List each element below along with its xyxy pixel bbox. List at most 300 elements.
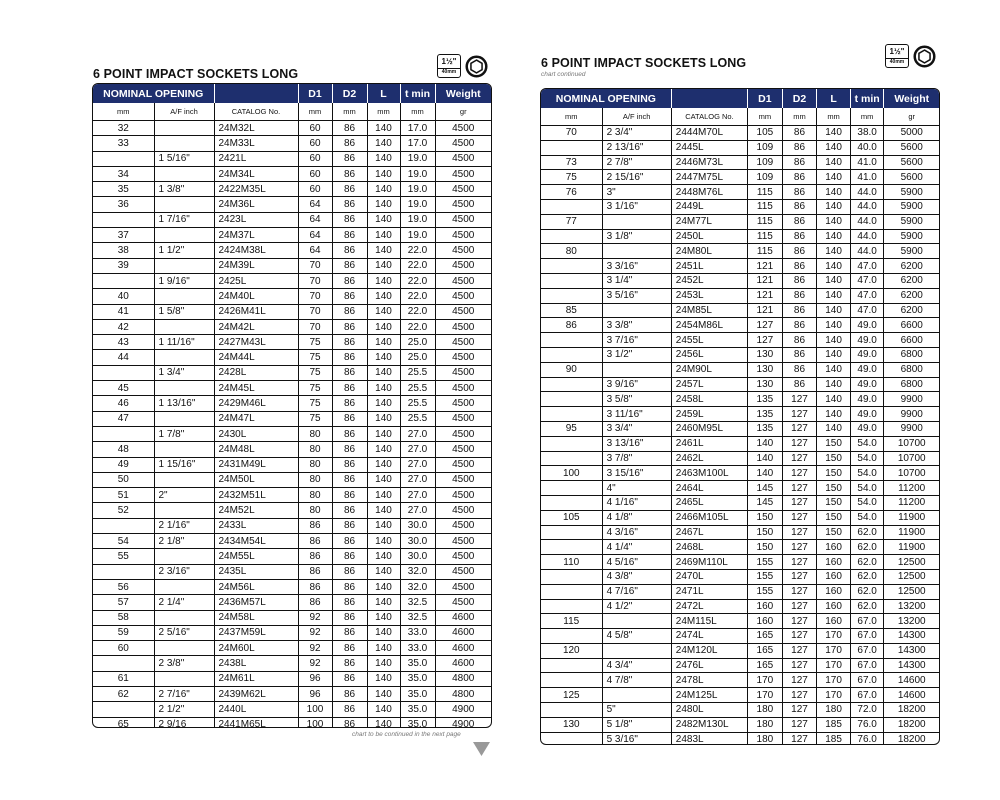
cell-t-min: 19.0 [400,151,435,166]
table-row [93,289,491,304]
cell-length: 160 [817,569,851,584]
cell-catalog-no: 2441M65L [214,717,298,728]
cell-d1: 165 [748,643,783,658]
cell-d1: 75 [298,350,332,365]
cell-t-min: 47.0 [850,259,884,274]
cell-length: 140 [367,641,400,656]
cell-d1: 135 [748,421,783,436]
cell-mm: 40 [93,289,154,304]
cell-af-inch: 5" [602,703,671,718]
unit-row [93,103,491,121]
cell-length: 140 [817,421,851,436]
cell-d2: 86 [332,702,367,717]
cell-catalog-no: 2457L [671,377,747,392]
cell-mm [93,365,154,380]
cell-d1: 105 [748,126,783,141]
cell-d2: 86 [332,564,367,579]
cell-mm [541,540,602,555]
cell-weight: 4500 [435,595,491,610]
cell-t-min: 27.0 [400,457,435,472]
cell-weight: 5600 [884,140,939,155]
header-nominal-opening: NOMINAL OPENING [541,89,671,108]
cell-mm: 100 [541,466,602,481]
cell-weight: 5900 [884,244,939,259]
cell-mm: 60 [93,641,154,656]
cell-weight: 4500 [435,579,491,594]
unit-cell: A/F inch [154,103,214,121]
cell-catalog-no: 2452L [671,273,747,288]
cell-length: 140 [817,155,851,170]
cell-catalog-no: 2432M51L [214,488,298,503]
cell-af-inch [602,688,671,703]
cell-length: 160 [817,584,851,599]
drive-size-label: 1½" [889,47,905,56]
cell-af-inch: 2 3/16" [154,564,214,579]
table-row [93,686,491,701]
table-row [541,229,939,244]
cell-length: 150 [817,525,851,540]
cell-length: 140 [367,610,400,625]
table-row [541,495,939,510]
drive-size-badge [885,44,937,70]
cell-t-min: 62.0 [850,569,884,584]
cell-catalog-no: 24M36L [214,197,298,212]
cell-length: 140 [817,377,851,392]
cell-weight: 4500 [435,335,491,350]
unit-cell: mm [298,103,332,121]
table-row [541,185,939,200]
cell-length: 140 [367,273,400,288]
cell-weight: 4500 [435,350,491,365]
cell-af-inch: 5 3/16" [602,732,671,745]
cell-t-min: 19.0 [400,212,435,227]
cell-d2: 86 [332,610,367,625]
cell-catalog-no: 2444M70L [671,126,747,141]
cell-catalog-no: 2450L [671,229,747,244]
cell-length: 140 [367,472,400,487]
cell-catalog-no: 2436M57L [214,595,298,610]
cell-mm: 62 [93,686,154,701]
cell-d1: 109 [748,140,783,155]
cell-weight: 4500 [435,365,491,380]
cell-d1: 121 [748,288,783,303]
cell-length: 140 [817,392,851,407]
cell-mm [541,584,602,599]
cell-mm [541,229,602,244]
cell-length: 160 [817,540,851,555]
cell-catalog-no: 24M47L [214,411,298,426]
cell-d2: 86 [332,136,367,151]
cell-catalog-no: 24M58L [214,610,298,625]
cell-t-min: 38.0 [850,126,884,141]
cell-d1: 75 [298,396,332,411]
cell-t-min: 33.0 [400,625,435,640]
cell-d1: 130 [748,377,783,392]
cell-af-inch: 3" [602,185,671,200]
cell-length: 150 [817,510,851,525]
table-row [541,717,939,732]
cell-length: 185 [817,717,851,732]
cell-t-min: 25.5 [400,411,435,426]
cell-mm: 39 [93,258,154,273]
cell-t-min: 49.0 [850,318,884,333]
cell-length: 140 [367,579,400,594]
table-row [93,319,491,334]
cell-d2: 86 [782,347,817,362]
cell-weight: 18200 [884,703,939,718]
cell-catalog-no: 2424M38L [214,243,298,258]
cell-mm [541,629,602,644]
table-row [93,350,491,365]
cell-mm [541,347,602,362]
cell-af-inch: 5 1/8" [602,717,671,732]
table-row [93,151,491,166]
cell-catalog-no: 2472L [671,599,747,614]
cell-mm: 115 [541,614,602,629]
cell-d1: 64 [298,243,332,258]
cell-mm: 52 [93,503,154,518]
cell-length: 140 [817,318,851,333]
cell-weight: 5900 [884,229,939,244]
table-row [93,564,491,579]
cell-af-inch: 2 9/16 [154,717,214,728]
cell-af-inch: 1 3/4" [154,365,214,380]
cell-length: 140 [367,442,400,457]
cell-af-inch: 1 1/2" [154,243,214,258]
cell-d2: 86 [332,289,367,304]
cell-length: 140 [367,304,400,319]
table-row [541,481,939,496]
table-body [541,126,939,746]
cell-t-min: 25.5 [400,365,435,380]
cell-d1: 86 [298,518,332,533]
cell-af-inch [154,641,214,656]
header-t-min: t min [400,84,435,103]
table-row [541,451,939,466]
cell-d1: 145 [748,481,783,496]
cell-t-min: 17.0 [400,121,435,136]
cell-d1: 150 [748,510,783,525]
cell-weight: 6600 [884,318,939,333]
cell-d2: 86 [332,365,367,380]
cell-mm: 35 [93,182,154,197]
cell-weight: 14300 [884,643,939,658]
cell-d2: 86 [332,442,367,457]
cell-length: 140 [367,595,400,610]
cell-weight: 6800 [884,377,939,392]
cell-mm: 61 [93,671,154,686]
cell-t-min: 49.0 [850,333,884,348]
cell-catalog-no: 24M60L [214,641,298,656]
cell-d2: 127 [782,407,817,422]
cell-weight: 14600 [884,688,939,703]
cell-weight: 4500 [435,534,491,549]
cell-t-min: 22.0 [400,289,435,304]
table-row [541,569,939,584]
cell-mm [541,658,602,673]
cell-t-min: 49.0 [850,392,884,407]
unit-cell: mm [541,108,602,126]
cell-d2: 86 [332,243,367,258]
cell-weight: 4500 [435,396,491,411]
cell-weight: 4500 [435,212,491,227]
cell-d2: 86 [332,304,367,319]
cell-d2: 86 [332,472,367,487]
cell-catalog-no: 24M37L [214,228,298,243]
cell-af-inch: 4 1/16" [602,495,671,510]
cell-d1: 86 [298,564,332,579]
cell-d2: 86 [332,151,367,166]
cell-t-min: 27.0 [400,442,435,457]
cell-d1: 70 [298,304,332,319]
cell-t-min: 44.0 [850,229,884,244]
cell-weight: 4500 [435,381,491,396]
cell-af-inch [154,319,214,334]
header-d1: D1 [298,84,332,103]
header-d2: D2 [332,84,367,103]
cell-weight: 4500 [435,304,491,319]
cell-catalog-no: 2463M100L [671,466,747,481]
unit-cell: gr [884,108,939,126]
cell-d2: 127 [782,703,817,718]
cell-t-min: 47.0 [850,303,884,318]
cell-d1: 96 [298,686,332,701]
cell-af-inch: 2 1/4" [154,595,214,610]
cell-d1: 70 [298,289,332,304]
cell-mm [541,599,602,614]
cell-weight: 4500 [435,549,491,564]
cell-mm [541,199,602,214]
cell-t-min: 30.0 [400,534,435,549]
cell-length: 140 [367,212,400,227]
cell-d2: 86 [332,350,367,365]
header-length: L [817,89,851,108]
cell-d2: 86 [332,503,367,518]
cell-af-inch: 2 3/8" [154,656,214,671]
table-row [93,304,491,319]
cell-length: 140 [817,229,851,244]
table-row [541,658,939,673]
cell-af-inch [154,579,214,594]
cell-af-inch [154,228,214,243]
cell-length: 185 [817,732,851,745]
cell-d2: 86 [332,212,367,227]
cell-catalog-no: 2476L [671,658,747,673]
cell-t-min: 27.0 [400,472,435,487]
cell-mm [541,451,602,466]
cell-weight: 5900 [884,214,939,229]
cell-d1: 140 [748,466,783,481]
table-row [541,525,939,540]
cell-d1: 180 [748,717,783,732]
cell-af-inch: 2 15/16" [602,170,671,185]
cell-af-inch: 1 5/16" [154,151,214,166]
cell-weight: 5600 [884,155,939,170]
cell-length: 160 [817,555,851,570]
cell-d1: 127 [748,333,783,348]
cell-catalog-no: 24M52L [214,503,298,518]
cell-d1: 60 [298,182,332,197]
cell-d1: 86 [298,595,332,610]
cell-mm: 130 [541,717,602,732]
table-row [93,702,491,717]
cell-mm [93,273,154,288]
cell-catalog-no: 24M90L [671,362,747,377]
cell-d2: 86 [782,126,817,141]
unit-cell: mm [782,108,817,126]
cell-mm [541,481,602,496]
cell-d2: 86 [332,671,367,686]
cell-d1: 115 [748,244,783,259]
cell-weight: 4900 [435,702,491,717]
cell-catalog-no: 24M42L [214,319,298,334]
cell-af-inch: 3 1/8" [602,229,671,244]
cell-catalog-no: 2465L [671,495,747,510]
cell-t-min: 19.0 [400,197,435,212]
cell-t-min: 32.5 [400,610,435,625]
cell-mm [541,377,602,392]
cell-mm [541,140,602,155]
cell-mm [541,407,602,422]
cell-weight: 5900 [884,199,939,214]
cell-d1: 180 [748,732,783,745]
cell-weight: 4500 [435,518,491,533]
cell-weight: 4500 [435,472,491,487]
cell-d2: 127 [782,643,817,658]
cell-d2: 86 [782,362,817,377]
cell-catalog-no: 2469M110L [671,555,747,570]
cell-weight: 10700 [884,436,939,451]
cell-weight: 5900 [884,185,939,200]
cell-catalog-no: 2438L [214,656,298,671]
cell-catalog-no: 24M80L [671,244,747,259]
hex-socket-icon [913,45,936,68]
cell-weight: 14600 [884,673,939,688]
cell-af-inch [602,303,671,318]
cell-t-min: 47.0 [850,288,884,303]
cell-weight: 4500 [435,426,491,441]
cell-weight: 11900 [884,540,939,555]
drive-mm-label: 40mm [438,68,460,76]
cell-weight: 6800 [884,362,939,377]
cell-mm: 32 [93,121,154,136]
table-row [541,703,939,718]
header-length: L [367,84,400,103]
cell-catalog-no: 2426M41L [214,304,298,319]
cell-mm: 47 [93,411,154,426]
cell-length: 140 [367,197,400,212]
cell-length: 170 [817,658,851,673]
cell-length: 140 [367,503,400,518]
drive-size-label: 1½" [441,57,457,66]
cell-d1: 100 [298,717,332,728]
table-row [541,155,939,170]
cell-d1: 92 [298,625,332,640]
cell-t-min: 35.0 [400,671,435,686]
cell-weight: 10700 [884,466,939,481]
cell-t-min: 54.0 [850,510,884,525]
cell-mm: 54 [93,534,154,549]
cell-d1: 80 [298,503,332,518]
cell-mm: 70 [541,126,602,141]
cell-mm [93,702,154,717]
table-row [93,426,491,441]
header-catalog [671,89,747,108]
cell-length: 140 [367,411,400,426]
cell-catalog-no: 24M56L [214,579,298,594]
cell-d1: 155 [748,584,783,599]
header-catalog [214,84,298,103]
cell-d2: 86 [332,656,367,671]
down-arrow-icon [473,742,490,756]
unit-cell: mm [367,103,400,121]
table-row [93,472,491,487]
cell-mm [541,673,602,688]
cell-catalog-no: 2437M59L [214,625,298,640]
table-row [541,126,939,141]
cell-d2: 86 [782,273,817,288]
cell-weight: 4500 [435,319,491,334]
cell-catalog-no: 2453L [671,288,747,303]
cell-catalog-no: 2421L [214,151,298,166]
cell-length: 140 [367,182,400,197]
cell-d1: 121 [748,303,783,318]
cell-d1: 127 [748,318,783,333]
cell-d2: 86 [782,288,817,303]
cell-t-min: 32.5 [400,595,435,610]
cell-weight: 11900 [884,525,939,540]
cell-d1: 96 [298,671,332,686]
cell-length: 140 [817,126,851,141]
hex-socket-icon [465,55,488,78]
cell-t-min: 30.0 [400,518,435,533]
cell-length: 140 [367,121,400,136]
cell-d1: 70 [298,319,332,334]
cell-catalog-no: 2449L [671,199,747,214]
header-d1: D1 [748,89,783,108]
cell-d1: 86 [298,534,332,549]
cell-weight: 4500 [435,457,491,472]
cell-catalog-no: 2478L [671,673,747,688]
cell-catalog-no: 2446M73L [671,155,747,170]
cell-mm: 36 [93,197,154,212]
table-row [93,396,491,411]
cell-catalog-no: 2430L [214,426,298,441]
cell-d2: 86 [332,319,367,334]
cell-weight: 4500 [435,166,491,181]
cell-d2: 127 [782,555,817,570]
cell-weight: 4500 [435,151,491,166]
cell-af-inch: 3 15/16" [602,466,671,481]
cell-weight: 13200 [884,599,939,614]
cell-length: 170 [817,673,851,688]
cell-catalog-no: 2462L [671,451,747,466]
cell-mm: 59 [93,625,154,640]
cell-length: 170 [817,688,851,703]
cell-catalog-no: 24M34L [214,166,298,181]
cell-d2: 86 [782,303,817,318]
cell-d1: 75 [298,411,332,426]
cell-t-min: 19.0 [400,166,435,181]
cell-d2: 127 [782,540,817,555]
cell-t-min: 49.0 [850,421,884,436]
cell-t-min: 44.0 [850,244,884,259]
cell-catalog-no: 2423L [214,212,298,227]
cell-d1: 109 [748,170,783,185]
table-row [93,365,491,380]
unit-row [541,108,939,126]
cell-length: 140 [367,549,400,564]
